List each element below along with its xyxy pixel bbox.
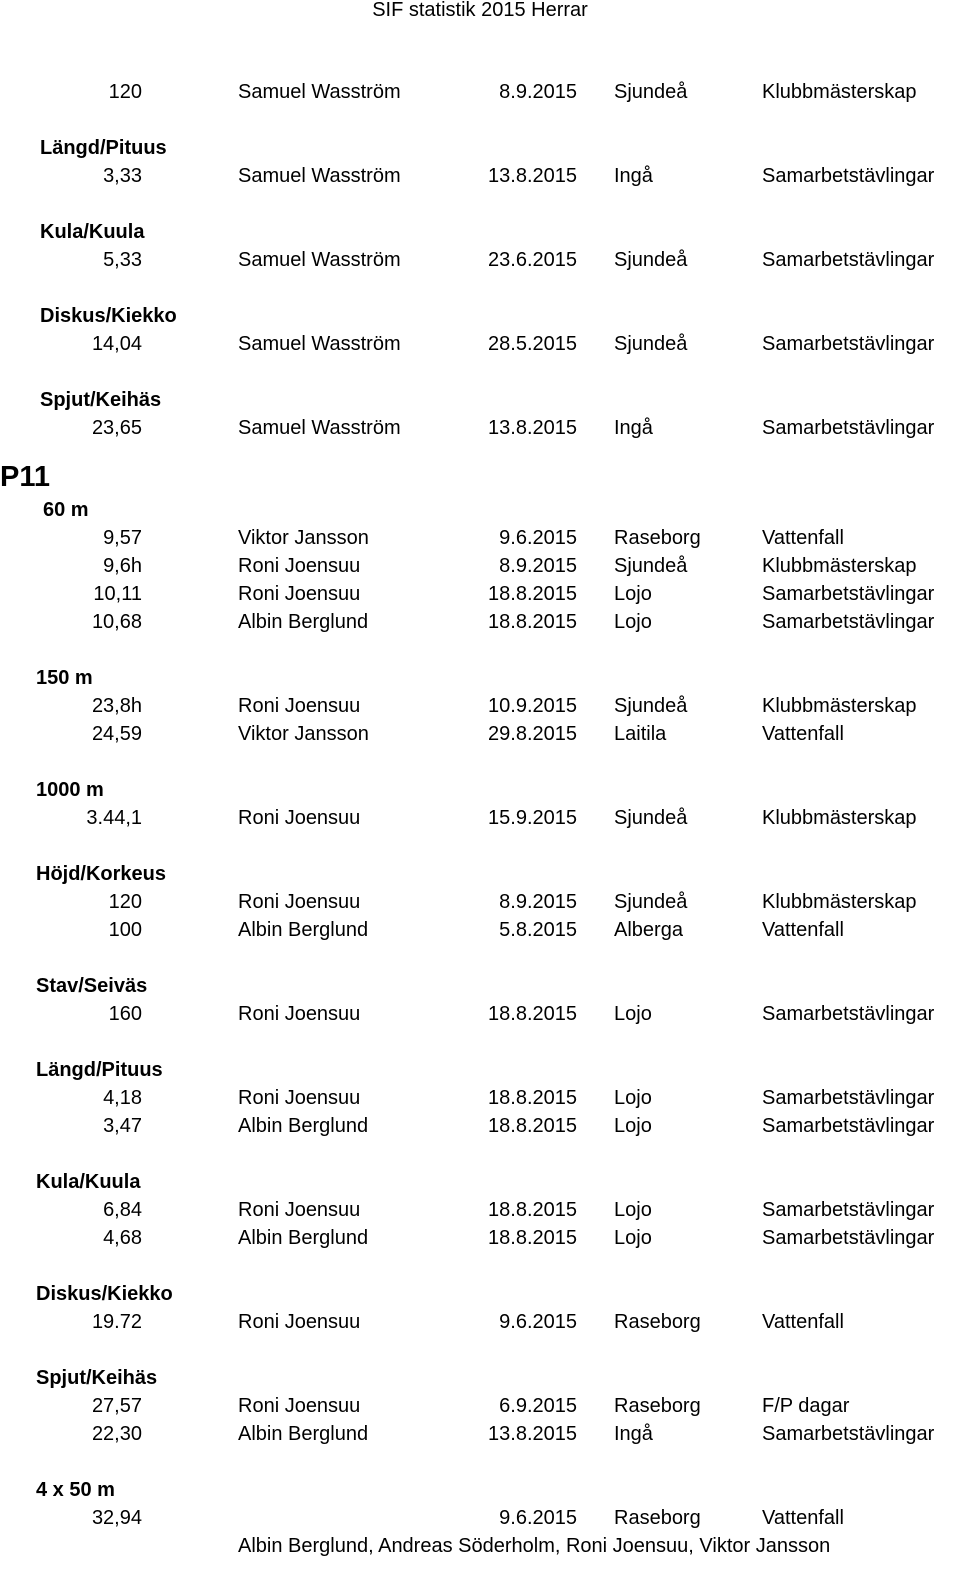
result-date: 13.8.2015 [488,165,577,187]
result-value: 3,33 [103,165,142,187]
competition-name: Samarbetstävlingar [762,583,935,605]
athlete-name: Albin Berglund [238,1227,369,1249]
result-place: Sjundeå [614,807,688,829]
result-place: Ingå [614,1423,653,1445]
athlete-name: Roni Joensuu [238,1311,361,1333]
result-place: Raseborg [614,1507,701,1529]
athlete-name: Samuel Wasström [238,333,401,355]
competition-name: Samarbetstävlingar [762,1003,935,1025]
result-place: Lojo [614,583,652,605]
result-date: 18.8.2015 [488,1087,577,1109]
competition-name: Vattenfall [762,1311,844,1333]
competition-name: Vattenfall [762,919,844,941]
result-place: Ingå [614,417,653,439]
competition-name: Klubbmästerskap [762,81,917,103]
competition-name: Samarbetstävlingar [762,165,935,187]
event-heading: Diskus/Kiekko [40,305,177,327]
result-value: 4,68 [103,1227,142,1249]
athlete-name: Samuel Wasström [238,81,401,103]
result-value: 3,47 [103,1115,142,1137]
athlete-name: Roni Joensuu [238,1199,361,1221]
result-date: 23.6.2015 [488,249,577,271]
result-date: 18.8.2015 [488,583,577,605]
result-place: Lojo [614,1115,652,1137]
result-value: 32,94 [91,1507,142,1529]
page-title: SIF statistik 2015 Herrar [372,0,588,21]
athlete-name: Samuel Wasström [238,417,401,439]
result-date: 10.9.2015 [488,695,577,717]
result-date: 6.9.2015 [499,1395,577,1417]
result-value: 27,57 [91,1395,142,1417]
result-value: 10,68 [91,611,142,633]
result-place: Alberga [614,919,683,941]
event-heading: 150 m [36,667,93,689]
result-value: 5,33 [103,249,142,271]
result-place: Ingå [614,165,653,187]
result-value: 100 [108,919,142,941]
athlete-name: Roni Joensuu [238,1087,361,1109]
competition-name: Samarbetstävlingar [762,1115,935,1137]
athlete-name: Roni Joensuu [238,1003,361,1025]
competition-name: Klubbmästerskap [762,807,917,829]
result-value: 9,6h [103,555,142,577]
result-date: 8.9.2015 [499,555,577,577]
competition-name: Vattenfall [762,723,844,745]
athlete-name: Albin Berglund [238,919,369,941]
relay-members: Albin Berglund, Andreas Söderholm, Roni Joensuu, Viktor Jansson [238,1535,831,1557]
competition-name: Samarbetstävlingar [762,417,935,439]
result-value: 19.72 [91,1311,142,1333]
event-heading: Höjd/Korkeus [36,863,167,885]
athlete-name: Albin Berglund [238,1115,369,1137]
competition-name: Samarbetstävlingar [762,333,935,355]
competition-name: Samarbetstävlingar [762,1087,935,1109]
result-value: 9,57 [103,527,142,549]
competition-name: Klubbmästerskap [762,555,917,577]
result-place: Sjundeå [614,891,688,913]
result-date: 29.8.2015 [488,723,577,745]
result-date: 9.6.2015 [499,1507,577,1529]
competition-name: Klubbmästerskap [762,891,917,913]
result-place: Sjundeå [614,333,688,355]
result-value: 4,18 [103,1087,142,1109]
result-place: Lojo [614,1003,652,1025]
competition-name: Samarbetstävlingar [762,1199,935,1221]
athlete-name: Viktor Jansson [238,527,369,549]
result-date: 9.6.2015 [499,527,577,549]
event-heading: Längd/Pituus [36,1059,163,1081]
result-date: 28.5.2015 [488,333,577,355]
result-value: 24,59 [91,723,142,745]
result-value: 14,04 [91,333,142,355]
event-heading: Diskus/Kiekko [36,1283,173,1305]
result-value: 120 [108,81,142,103]
competition-name: Samarbetstävlingar [762,1423,935,1445]
result-value: 10,11 [93,583,142,605]
event-heading: 60 m [43,499,89,521]
athlete-name: Roni Joensuu [238,695,361,717]
competition-name: Vattenfall [762,1507,844,1529]
result-date: 18.8.2015 [488,1003,577,1025]
result-date: 13.8.2015 [488,1423,577,1445]
result-place: Lojo [614,1087,652,1109]
athlete-name: Roni Joensuu [238,807,361,829]
group-heading: P11 [0,461,50,493]
competition-name: Samarbetstävlingar [762,1227,935,1249]
result-date: 13.8.2015 [488,417,577,439]
competition-name: F/P dagar [762,1395,850,1417]
athlete-name: Roni Joensuu [238,583,361,605]
result-date: 9.6.2015 [499,1311,577,1333]
result-value: 22,30 [91,1423,142,1445]
result-value: 3.44,1 [86,807,142,829]
result-value: 120 [108,891,142,913]
event-heading: 1000 m [36,779,104,801]
competition-name: Samarbetstävlingar [762,249,935,271]
event-heading: Stav/Seiväs [36,975,148,997]
event-heading: Kula/Kuula [40,221,145,243]
result-place: Lojo [614,1199,652,1221]
result-date: 15.9.2015 [488,807,577,829]
result-value: 23,65 [91,417,142,439]
athlete-name: Viktor Jansson [238,723,369,745]
result-place: Lojo [614,1227,652,1249]
result-place: Sjundeå [614,81,688,103]
event-heading: Kula/Kuula [36,1171,141,1193]
result-value: 23,8h [91,695,142,717]
athlete-name: Roni Joensuu [238,555,361,577]
event-heading: Spjut/Keihäs [40,389,162,411]
result-value: 6,84 [103,1199,142,1221]
competition-name: Klubbmästerskap [762,695,917,717]
result-date: 8.9.2015 [499,81,577,103]
event-heading: Spjut/Keihäs [36,1367,158,1389]
result-place: Sjundeå [614,249,688,271]
athlete-name: Roni Joensuu [238,891,361,913]
athlete-name: Roni Joensuu [238,1395,361,1417]
result-date: 18.8.2015 [488,611,577,633]
event-heading: 4 x 50 m [36,1479,115,1501]
athlete-name: Samuel Wasström [238,165,401,187]
athlete-name: Samuel Wasström [238,249,401,271]
result-place: Sjundeå [614,695,688,717]
result-date: 5.8.2015 [499,919,577,941]
result-place: Raseborg [614,527,701,549]
result-place: Raseborg [614,1395,701,1417]
result-place: Lojo [614,611,652,633]
result-place: Raseborg [614,1311,701,1333]
result-place: Sjundeå [614,555,688,577]
result-date: 8.9.2015 [499,891,577,913]
athlete-name: Albin Berglund [238,611,369,633]
result-date: 18.8.2015 [488,1199,577,1221]
event-heading: Längd/Pituus [40,137,167,159]
result-date: 18.8.2015 [488,1115,577,1137]
competition-name: Vattenfall [762,527,844,549]
athlete-name: Albin Berglund [238,1423,369,1445]
result-place: Laitila [614,723,667,745]
result-date: 18.8.2015 [488,1227,577,1249]
competition-name: Samarbetstävlingar [762,611,935,633]
result-value: 160 [108,1003,142,1025]
